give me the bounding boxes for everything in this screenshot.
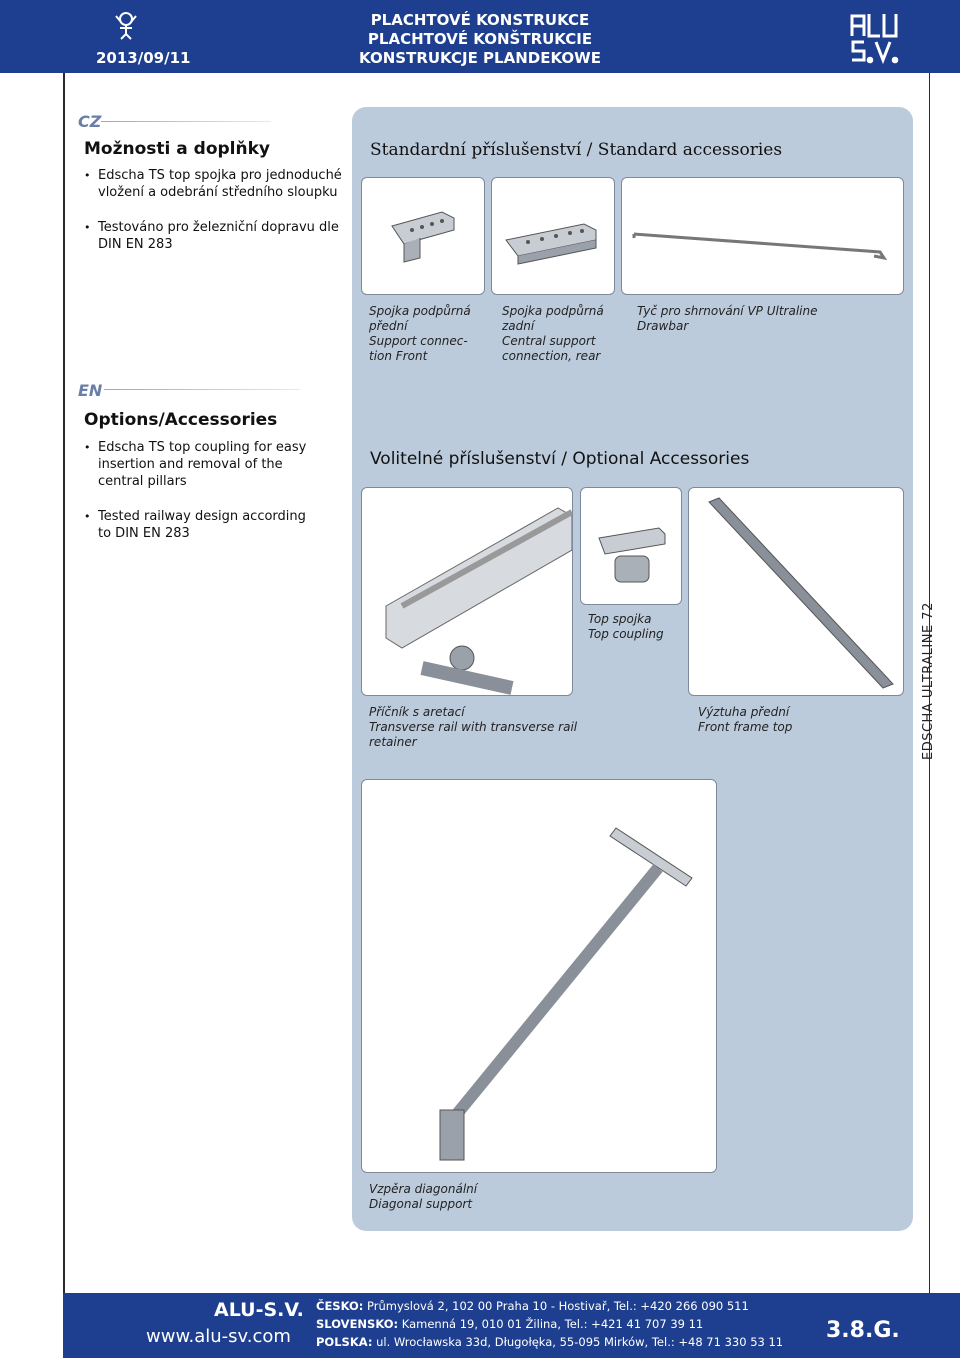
side-product-label: EDSCHA ULTRALINE 72 [921, 602, 936, 760]
card-support-rear [491, 177, 615, 295]
footer-brand: ALU-S.V. [214, 1299, 304, 1321]
footer-address-cz: ČESKO: Průmyslová 2, 102 00 Praha 10 - Hostivař, Tel.: +420 266 090 511 [316, 1299, 749, 1313]
standard-accessories-heading: Standardní příslušenství / Standard accessories [370, 140, 783, 160]
footer-address-pl: POLSKA: ul. Wrocławska 33d, Długołęka, 55-095 Mirków, Tel.: +48 71 330 53 11 [316, 1335, 784, 1349]
lang-divider-en [104, 389, 300, 390]
card-diagonal-support [361, 779, 717, 1173]
card-transverse-rail [361, 487, 573, 696]
diagonal-support-image [362, 780, 716, 1172]
drawbar-image [622, 178, 903, 294]
lang-divider-cz [101, 121, 271, 122]
header-title-pl: KONSTRUKCJE PLANDEKOWE [359, 49, 601, 67]
en-bullet-2: • Tested railway design according to DIN EN 283 [84, 508, 344, 542]
caption-diagonal-support: Vzpěra diagonální Diagonal support [369, 1182, 478, 1211]
left-frame-line [63, 73, 65, 1293]
top-coupling-image [581, 488, 681, 604]
lang-label-en: EN [78, 381, 103, 400]
caption-support-front: Spojka podpůrná přední Support connec- tion Front [369, 304, 471, 363]
card-front-frame-top [688, 487, 904, 696]
caption-front-frame-top: Výztuha přední Front frame top [698, 705, 793, 734]
cz-bullet-1: • Edscha TS top spojka pro jednoduché vložení a odebrání středního sloupku [84, 167, 344, 201]
card-support-front [361, 177, 485, 295]
support-front-image [362, 178, 484, 294]
header-date: 2013/09/11 [96, 49, 191, 67]
en-bullet-list [84, 439, 344, 542]
caption-support-rear: Spojka podpůrná zadní Central support connection, rear [502, 304, 604, 363]
transverse-rail-image [362, 488, 572, 695]
footer-address-sk: SLOVENSKO: Kamenná 19, 010 01 Žilina, Tel.: +421 41 707 39 11 [316, 1317, 704, 1331]
cz-bullet-2: • Testováno pro železniční dopravu dle DIN EN 283 [84, 219, 344, 253]
page-number: 3.8.G. [826, 1318, 900, 1343]
header-title-cz: PLACHTOVÉ KONSTRUKCE [370, 11, 590, 29]
card-top-coupling [580, 487, 682, 605]
card-drawbar [621, 177, 904, 295]
cz-bullet-list [84, 167, 344, 253]
front-frame-top-image [689, 488, 903, 695]
alu-sv-logo [848, 10, 908, 70]
lang-label-cz: CZ [78, 112, 102, 131]
caption-top-coupling: Top spojka Top coupling [588, 612, 664, 641]
support-rear-image [492, 178, 614, 294]
header-title-sk: PLACHTOVÉ KONŠTRUKCIE [367, 30, 593, 48]
en-section-title: Options/Accessories [84, 410, 278, 430]
en-bullet-1: • Edscha TS top coupling for easy insertion and removal of the central pillars [84, 439, 344, 490]
caption-drawbar: Tyč pro shrnování VP Ultraline Drawbar [637, 304, 818, 333]
footer-website-link[interactable]: www.alu-sv.com [146, 1326, 291, 1347]
cz-section-title: Možnosti a doplňky [84, 139, 270, 159]
caption-transverse-rail: Příčník s aretací Transverse rail with transverse rail retainer [369, 705, 578, 749]
optional-accessories-heading: Volitelné příslušenství / Optional Accessories [370, 449, 750, 469]
